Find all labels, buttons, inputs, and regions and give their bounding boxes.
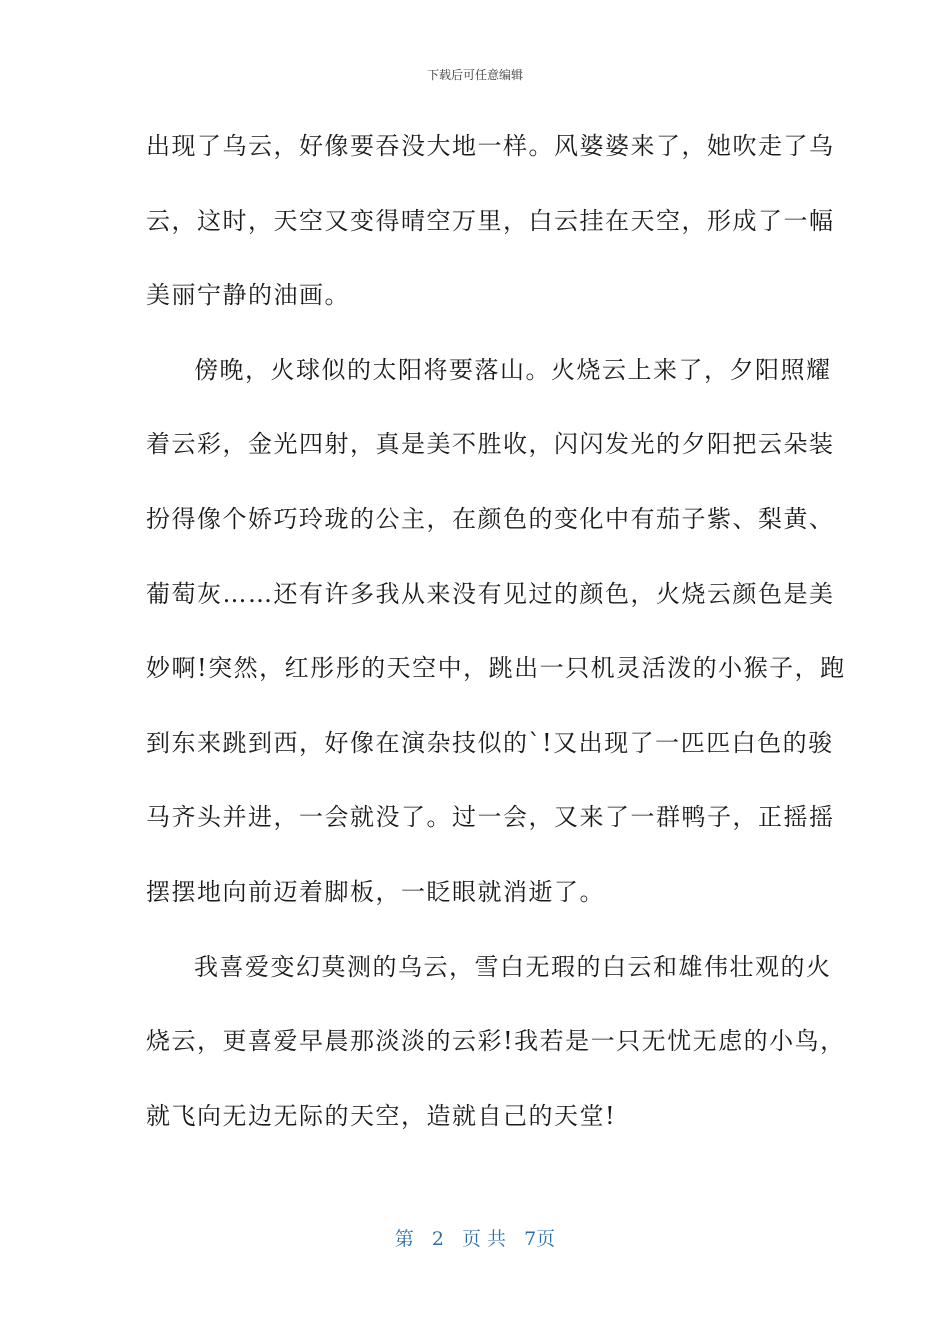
page-footer xyxy=(0,1224,950,1251)
text-line: 摆摆地向前迈着脚板，一眨眼就消逝了。 xyxy=(146,877,605,906)
document-body xyxy=(146,124,846,1168)
text-line: 出现了乌云，好像要吞没大地一样。风婆婆来了，她吹走了乌 xyxy=(146,132,835,160)
footer-of-label: 页 共 xyxy=(462,1228,507,1250)
text-line: 扮得像个娇巧玲珑的公主，在颜色的变化中有茄子紫、梨黄、 xyxy=(146,504,835,533)
text-line: 傍晚，火球似的太阳将要落山。火烧云上来了，夕阳照耀 xyxy=(194,355,832,384)
paragraph-3 xyxy=(146,945,846,1169)
text-line: 着云彩，金光四射，真是美不胜收，闪闪发光的夕阳把云朵装 xyxy=(146,430,835,459)
text-line: 我喜爱变幻莫测的乌云，雪白无瑕的白云和雄伟壮观的火 xyxy=(194,952,832,981)
text-line: 马齐头并进，一会就没了。过一会，又来了一群鸭子，正摇摇 xyxy=(146,803,835,832)
footer-total-pages: 7页 xyxy=(524,1228,556,1250)
paragraph-2 xyxy=(146,348,846,945)
footer-current-page: 2 xyxy=(431,1228,444,1250)
page-header-note: 下载后可任意编辑 xyxy=(426,68,523,82)
text-line: 妙啊!突然，红彤彤的天空中，跳出一只机灵活泼的小猴子，跑 xyxy=(146,654,846,683)
paragraph-1 xyxy=(146,124,835,348)
text-line: 葡萄灰……还有许多我从来没有见过的颜色，火烧云颜色是美 xyxy=(146,579,835,608)
text-line: 烧云，更喜爱早晨那淡淡的云彩!我若是一只无忧无虑的小鸟， xyxy=(146,1027,846,1056)
text-line: 到东来跳到西，好像在演杂技似的`!又出现了一匹匹白色的骏 xyxy=(146,728,834,757)
text-line: 云，这时，天空又变得晴空万里，白云挂在天空，形成了一幅 xyxy=(146,206,835,235)
text-line: 美丽宁静的油画。 xyxy=(146,281,350,310)
text-line: 就飞向无边无际的天空，造就自己的天堂! xyxy=(146,1101,617,1130)
footer-page-label: 第 xyxy=(394,1228,414,1250)
